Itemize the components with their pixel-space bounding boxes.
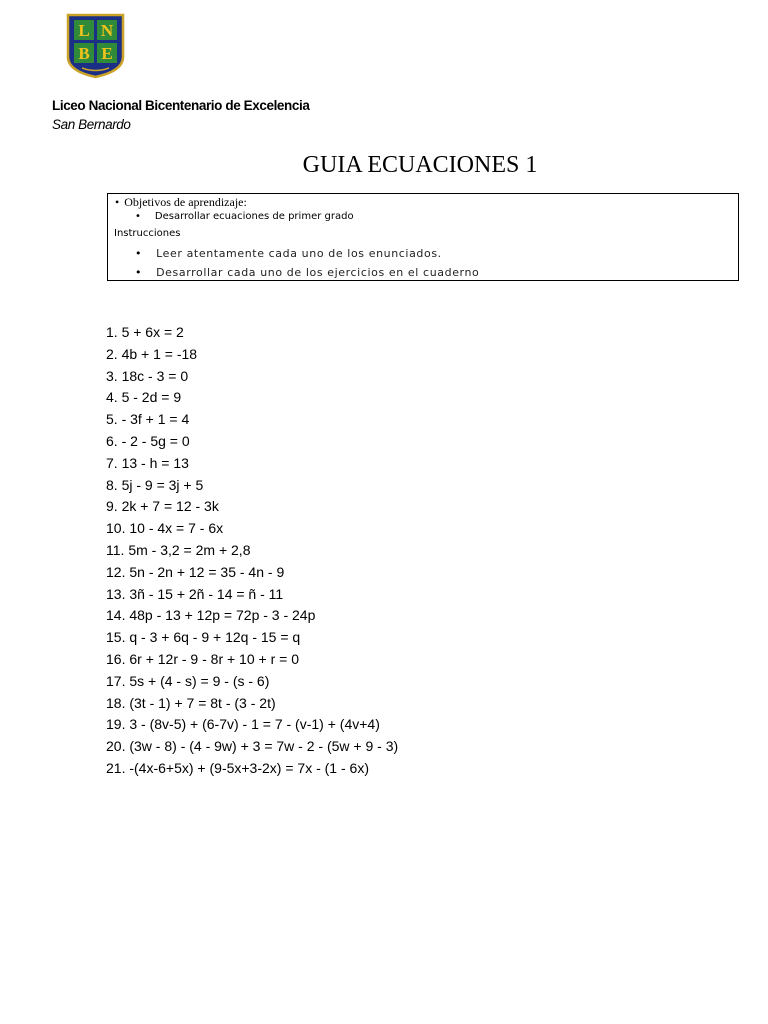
exercise-item: 3. 18c - 3 = 0 — [106, 367, 189, 384]
school-logo — [66, 13, 125, 79]
exercise-item: 14. 48p - 13 + 12p = 72p - 3 - 24p — [106, 607, 316, 624]
objective-item — [135, 211, 354, 222]
exercise-item: 7. 13 - h = 13 — [106, 454, 189, 471]
exercise-item: 13. 3ñ - 15 + 2ñ - 14 = ñ - 11 — [106, 585, 284, 602]
logo-letter-n: N — [100, 21, 114, 40]
page-title: GUIA ECUACIONES 1 — [302, 152, 538, 178]
bullet-icon: • — [135, 247, 143, 260]
instruction-text: Desarrollar cada uno de los ejercicios en el cuaderno — [156, 266, 480, 279]
school-city: San Bernardo — [52, 117, 131, 132]
exercise-item: 18. (3t - 1) + 7 = 8t - (3 - 2t) — [106, 694, 276, 711]
exercise-item: 5. - 3f + 1 = 4 — [106, 411, 190, 428]
exercise-item: 12. 5n - 2n + 12 = 35 - 4n - 9 — [106, 563, 285, 580]
objectives-label: Objetivos de aprendizaje: — [124, 195, 247, 209]
exercise-item: 1. 5 + 6x = 2 — [106, 324, 184, 340]
bullet-icon: • — [135, 266, 143, 279]
exercise-item: 15. q - 3 + 6q - 9 + 12q - 15 = q — [106, 629, 301, 646]
exercise-item: 4. 5 - 2d = 9 — [106, 389, 182, 406]
exercise-item: 6. - 2 - 5g = 0 — [106, 432, 190, 449]
instructions-label: Instrucciones — [114, 228, 181, 239]
exercise-item: 8. 5j - 9 = 3j + 5 — [106, 476, 204, 493]
bullet-icon: • — [115, 195, 120, 209]
objectives-heading — [115, 195, 247, 210]
exercise-item: 17. 5s + (4 - s) = 9 - (s - 6) — [106, 672, 270, 689]
exercise-item: 9. 2k + 7 = 12 - 3k — [106, 498, 219, 515]
bullet-icon: • — [135, 211, 141, 222]
exercise-item: 10. 10 - 4x = 7 - 6x — [106, 520, 224, 537]
exercise-list — [106, 322, 398, 780]
exercise-item: 21. -(4x-6+5x) + (9-5x+3-2x) = 7x - (1 - 6x) — [106, 759, 369, 776]
objectives-box — [107, 193, 739, 281]
logo-letter-l: L — [78, 21, 90, 40]
objective-text: Desarrollar ecuaciones de primer grado — [154, 211, 354, 222]
school-name: Liceo Nacional Bicentenario de Excelencia — [52, 98, 310, 113]
instruction-item — [135, 247, 442, 260]
instruction-text: Leer atentamente cada uno de los enunciados. — [156, 247, 442, 260]
exercise-item: 16. 6r + 12r - 9 - 8r + 10 + r = 0 — [106, 650, 299, 667]
logo-letter-b: B — [78, 44, 90, 63]
exercise-item: 19. 3 - (8v-5) + (6-7v) - 1 = 7 - (v-1) + (4v+4) — [106, 716, 380, 733]
exercise-item: 20. (3w - 8) - (4 - 9w) + 3 = 7w - 2 - (5w + 9 - 3) — [106, 738, 399, 755]
logo-letter-e: E — [101, 44, 113, 63]
exercise-item: 11. 5m - 3,2 = 2m + 2,8 — [106, 541, 251, 558]
instruction-item — [135, 266, 479, 279]
exercise-item: 2. 4b + 1 = -18 — [106, 345, 198, 362]
